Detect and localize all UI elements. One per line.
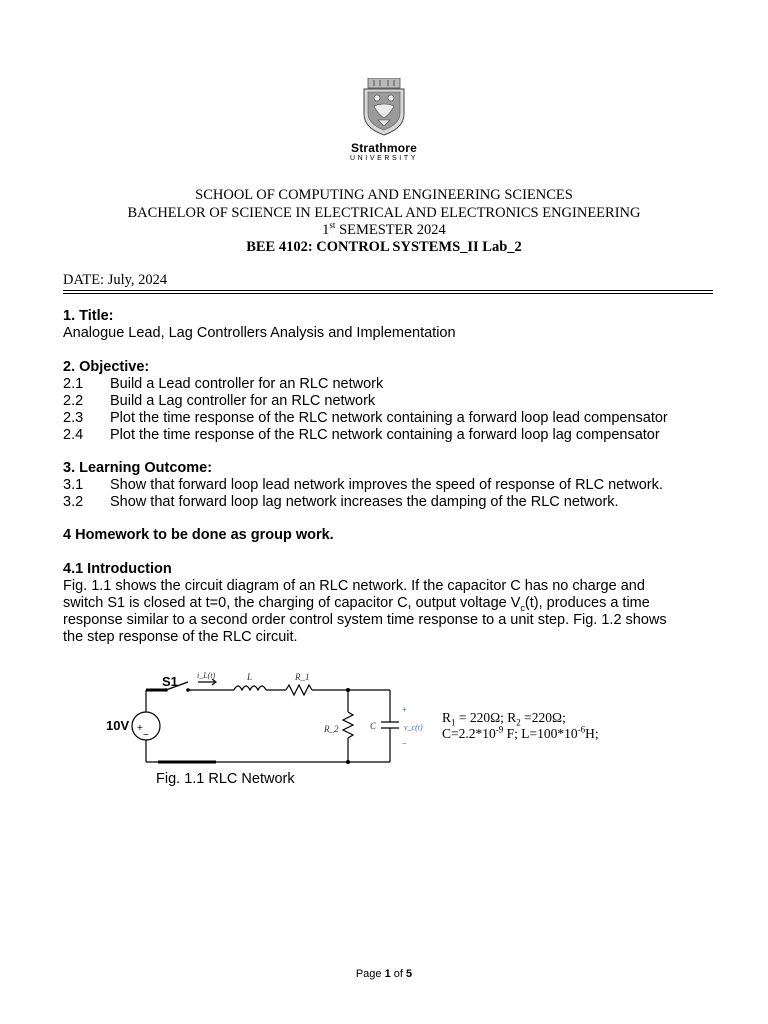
param-text: H; [585, 726, 599, 741]
param-text: R [442, 710, 452, 725]
page-number: 1 [384, 968, 391, 980]
r2-label: R_2 [324, 724, 339, 734]
param-text: C=2.2*10 [442, 726, 496, 741]
page-footer [0, 968, 768, 981]
intro-line-part: switch S1 is closed at t=0, the charging of capacitor C, output voltage V [63, 595, 521, 611]
source-minus: − [143, 730, 149, 741]
param-subscript: 1 [451, 717, 456, 728]
objective-item: Build a Lag controller for an RLC network [110, 393, 376, 409]
section-title-heading: 1. Title: [63, 308, 114, 324]
outcome-item: Show that forward loop lead network improves the speed of response of RLC network. [110, 477, 663, 493]
circuit-parameters [442, 710, 599, 742]
section-title-text: Analogue Lead, Lag Controllers Analysis and Implementation [63, 325, 456, 341]
logo-name: Strathmore [350, 141, 417, 155]
output-voltage-label: v_c(t) [404, 723, 423, 732]
logo-subtitle: UNIVERSITY [349, 155, 418, 162]
page-word: Page [355, 968, 385, 980]
param-exponent: -9 [495, 724, 504, 735]
divider-bottom [63, 293, 713, 294]
objective-number: 2.3 [63, 410, 84, 426]
r1-label: R_1 [295, 672, 310, 682]
date-line: DATE: July, 2024 [63, 272, 168, 288]
objective-item: Plot the time response of the RLC network containing a forward loop lead compensator [110, 410, 668, 426]
introduction-heading: 4.1 Introduction [63, 561, 172, 577]
intro-line: Fig. 1.1 shows the circuit diagram of an RLC network. If the capacitor C has no charge and [63, 578, 645, 594]
page-total: 5 [406, 968, 413, 980]
rlc-circuit-diagram [104, 668, 424, 786]
school-name: SCHOOL OF COMPUTING AND ENGINEERING SCIENCES [195, 187, 573, 203]
outcome-number: 3.2 [63, 494, 84, 510]
cl-values [442, 726, 599, 742]
homework-heading: 4 Homework to be done as group work. [63, 527, 334, 543]
learning-outcome-heading: 3. Learning Outcome: [63, 460, 213, 476]
semester-text: SEMESTER 2024 [335, 222, 446, 238]
divider-top [63, 290, 713, 291]
objective-number: 2.2 [63, 393, 84, 409]
outcome-item: Show that forward loop lag network increases the damping of the RLC network. [110, 494, 619, 510]
param-exponent: -6 [577, 724, 586, 735]
program-name: BACHELOR OF SCIENCE IN ELECTRICAL AND ELECTRONICS ENGINEERING [127, 205, 641, 221]
objective-number: 2.1 [63, 376, 84, 392]
objective-item: Build a Lead controller for an RLC network [110, 376, 384, 392]
output-minus: − [402, 739, 407, 748]
source-plus: + [137, 723, 143, 734]
of-word: of [390, 968, 407, 980]
param-subscript: 2 [516, 717, 521, 728]
param-text: = 220Ω; R [455, 710, 517, 725]
semester-number: 1 [322, 222, 330, 238]
intro-line [63, 595, 723, 612]
objective-number: 2.4 [63, 427, 84, 443]
switch-label: S1 [162, 674, 178, 689]
semester-line [0, 221, 768, 239]
objective-item: Plot the time response of the RLC network containing a forward loop lag compensator [110, 427, 660, 443]
figure-caption: Fig. 1.1 RLC Network [156, 771, 295, 787]
capacitor-label: C [370, 721, 377, 731]
param-text: F; L=100*10 [503, 726, 578, 741]
param-text: =220Ω; [520, 710, 566, 725]
introduction-paragraph [63, 578, 723, 646]
objective-heading: 2. Objective: [63, 359, 150, 375]
source-label: 10V [106, 718, 130, 733]
outcome-number: 3.1 [63, 477, 84, 493]
output-plus: + [402, 705, 407, 714]
intro-line-part: (t), produces a time [524, 595, 650, 611]
resistor-values [442, 710, 599, 726]
semester-suffix: st [329, 220, 336, 231]
intro-line: response similar to a second order control system time response to a unit step. Fig. 1.2 shows [63, 612, 667, 628]
crest-icon [360, 78, 408, 136]
inductor-label: L [247, 672, 253, 682]
course-title: BEE 4102: CONTROL SYSTEMS_II Lab_2 [246, 239, 522, 255]
current-label: i_L(t) [197, 671, 216, 680]
intro-subscript: c [520, 602, 525, 613]
university-logo [344, 78, 424, 178]
intro-line: the step response of the RLC circuit. [63, 629, 298, 645]
